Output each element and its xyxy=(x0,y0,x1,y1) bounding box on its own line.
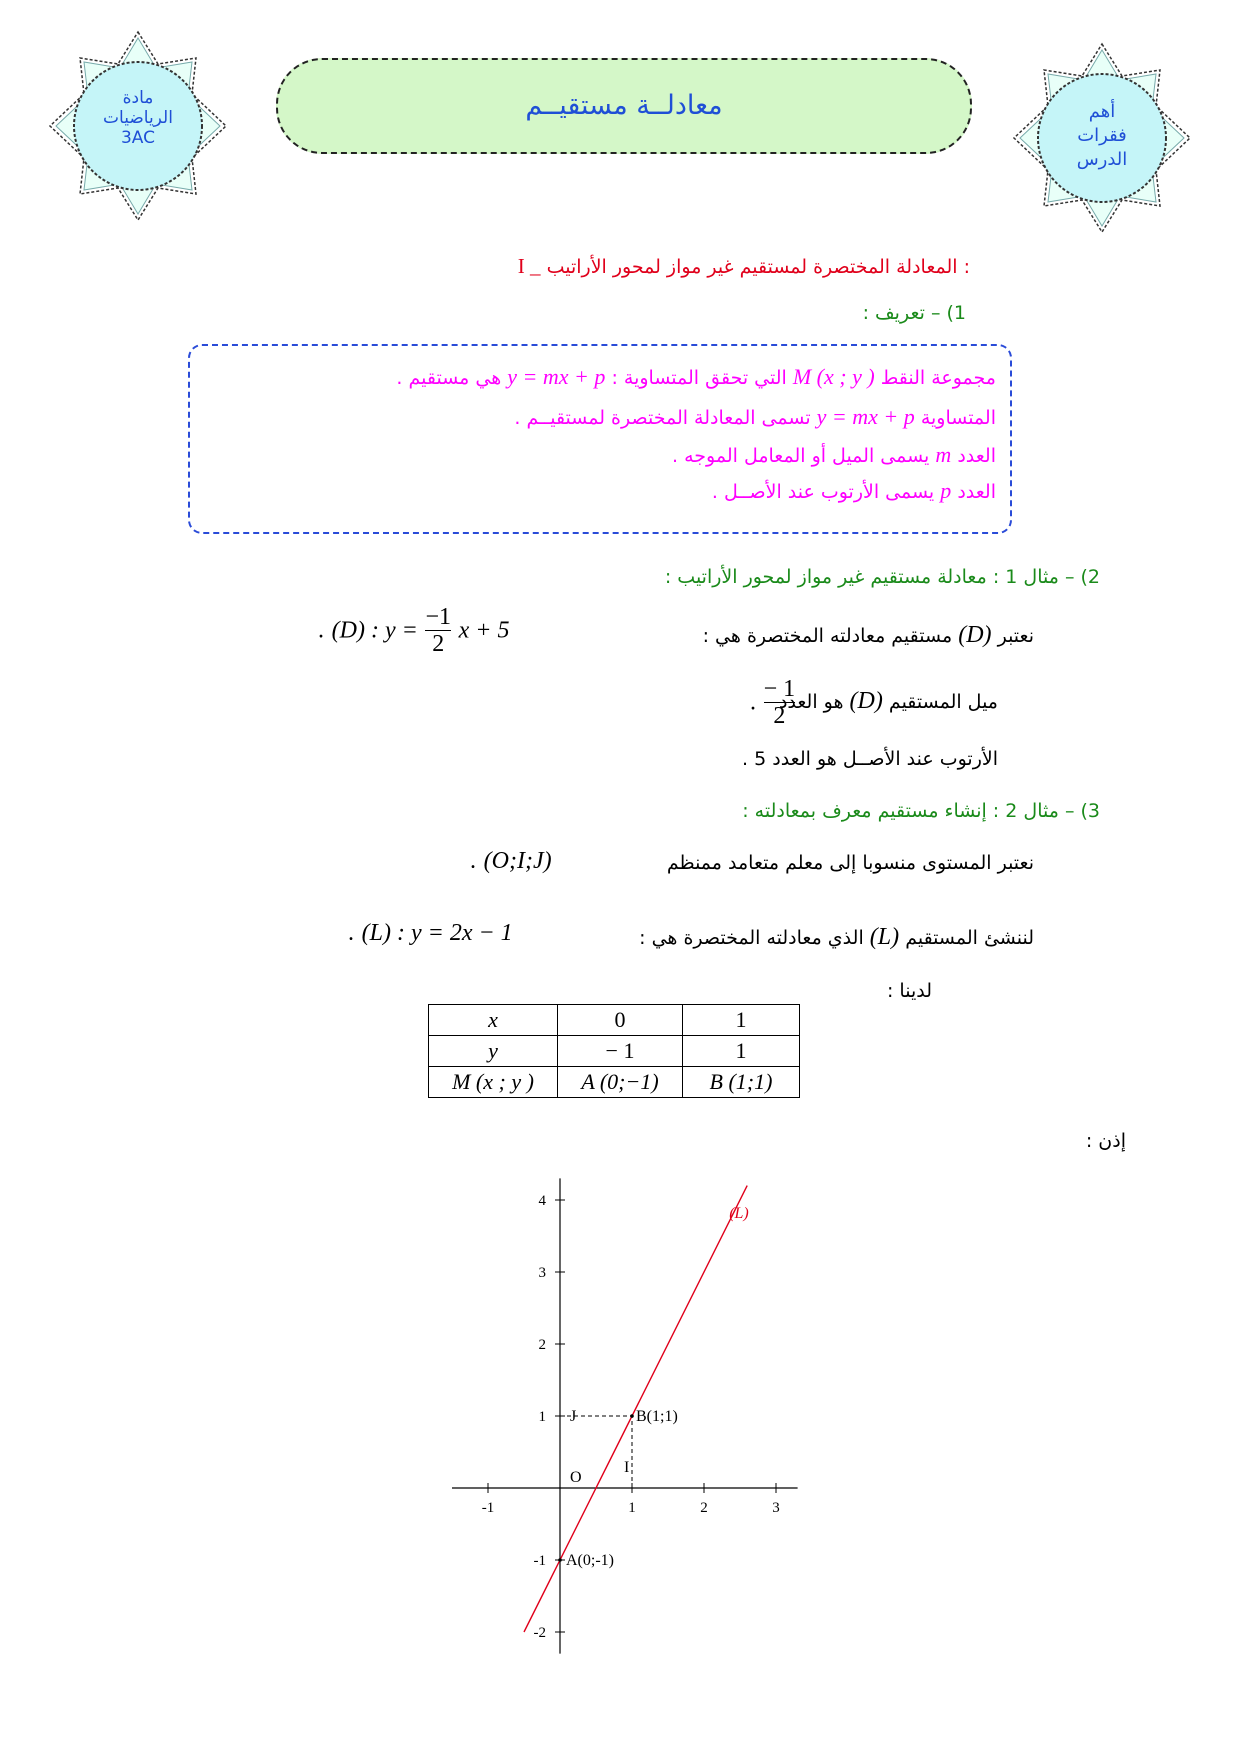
title-banner xyxy=(276,58,972,154)
point-marker xyxy=(630,1414,634,1418)
left-badge-line2: الرياضيات xyxy=(103,108,173,128)
example2-equation: . (L) : y = 2x − 1 xyxy=(348,920,513,946)
left-badge-line1: مادة xyxy=(122,88,154,108)
point-marker xyxy=(558,1558,562,1562)
left-badge-line3: 3AC xyxy=(120,128,156,148)
right-badge-line3: الدرس xyxy=(1076,149,1128,170)
y-tick-label: 3 xyxy=(538,1265,546,1281)
definition-line-3: العدد m يسمى الميل أو المعامل الموجه . xyxy=(672,442,996,467)
x-tick-label: 3 xyxy=(772,1500,780,1516)
example2-line2: لننشئ المستقيم (L) الذي معادلته المختصرة هي : xyxy=(639,924,1034,950)
values-table xyxy=(428,1004,800,1098)
x-tick-label: 2 xyxy=(700,1500,708,1516)
y-tick-label: 4 xyxy=(538,1193,546,1209)
x-tick-label: 1 xyxy=(628,1500,636,1516)
y-tick-label: 1 xyxy=(538,1409,546,1425)
y-tick-label: -1 xyxy=(533,1553,546,1569)
section-heading xyxy=(518,254,970,279)
section-number: I _ xyxy=(517,254,541,278)
fraction: $\frac{-1}{2}$ xyxy=(425,604,451,657)
example1-equation: . (D) : y = $\frac{-1}{2}$ x + 5 xyxy=(318,604,510,657)
ladayna-label: لدينا : xyxy=(886,980,932,1002)
example1-heading: 2) – مثال 1 : معادلة مستقيم غير مواز لمحور الأراتيب : xyxy=(664,566,1100,588)
slope-fraction: . $\frac{- 1}{2}$ xyxy=(750,676,796,729)
point-label: O xyxy=(570,1469,582,1486)
point-label: B(1;1) xyxy=(636,1408,678,1425)
definition-line-1: مجموعة النقط M (x ; y ) التي تحقق المتساوية : y = mx + p هي مستقيم . xyxy=(396,364,996,389)
page-title: معادلــة مستقيــم xyxy=(525,90,723,121)
point-label: I xyxy=(624,1459,630,1476)
series-label: (L) xyxy=(729,1205,749,1222)
right-badge-line2: فقرات xyxy=(1077,125,1127,146)
idhan-label: إذن : xyxy=(1085,1130,1126,1152)
example2-frame: . (O;I;J) xyxy=(470,848,552,874)
definition-box xyxy=(188,344,1012,534)
example2-line1: نعتبر المستوى منسوبا إلى معلم متعامد ممنظم xyxy=(666,852,1034,874)
left-badge xyxy=(46,28,230,224)
definition-line-2: المتساوية y = mx + p تسمى المعادلة المختصرة لمستقيــم . xyxy=(514,404,996,429)
example1-line1: نعتبر (D) مستقيم معادلته المختصرة هي : xyxy=(702,622,1034,648)
table-row: y − 1 1 xyxy=(429,1036,800,1067)
table-row: x 0 1 xyxy=(429,1005,800,1036)
definition-heading: 1) – تعريف : xyxy=(862,302,966,324)
x-tick-label: -1 xyxy=(481,1500,495,1516)
section-title: المعادلة المختصرة لمستقيم غير مواز لمحور الأراتيب : xyxy=(546,256,970,278)
example2-heading: 3) – مثال 2 : إنشاء مستقيم معرف بمعادلته : xyxy=(742,800,1100,822)
point-label: J xyxy=(570,1408,577,1425)
line-graph xyxy=(440,1130,800,1641)
slope-line: ميل المستقيم (D) هو العدد xyxy=(778,688,998,714)
y-tick-label: 2 xyxy=(538,1337,546,1353)
y-tick-label: -2 xyxy=(533,1625,546,1641)
definition-line-4: العدد p يسمى الأرتوب عند الأصــل . xyxy=(711,478,996,503)
point-label: A(0;-1) xyxy=(566,1552,614,1569)
table-row: M (x ; y ) A (0;−1) B (1;1) xyxy=(429,1067,800,1098)
intercept-line: الأرتوب عند الأصــل هو العدد 5 . xyxy=(742,748,998,770)
right-badge-line1: أهم xyxy=(1088,101,1116,122)
right-badge xyxy=(1010,40,1194,236)
